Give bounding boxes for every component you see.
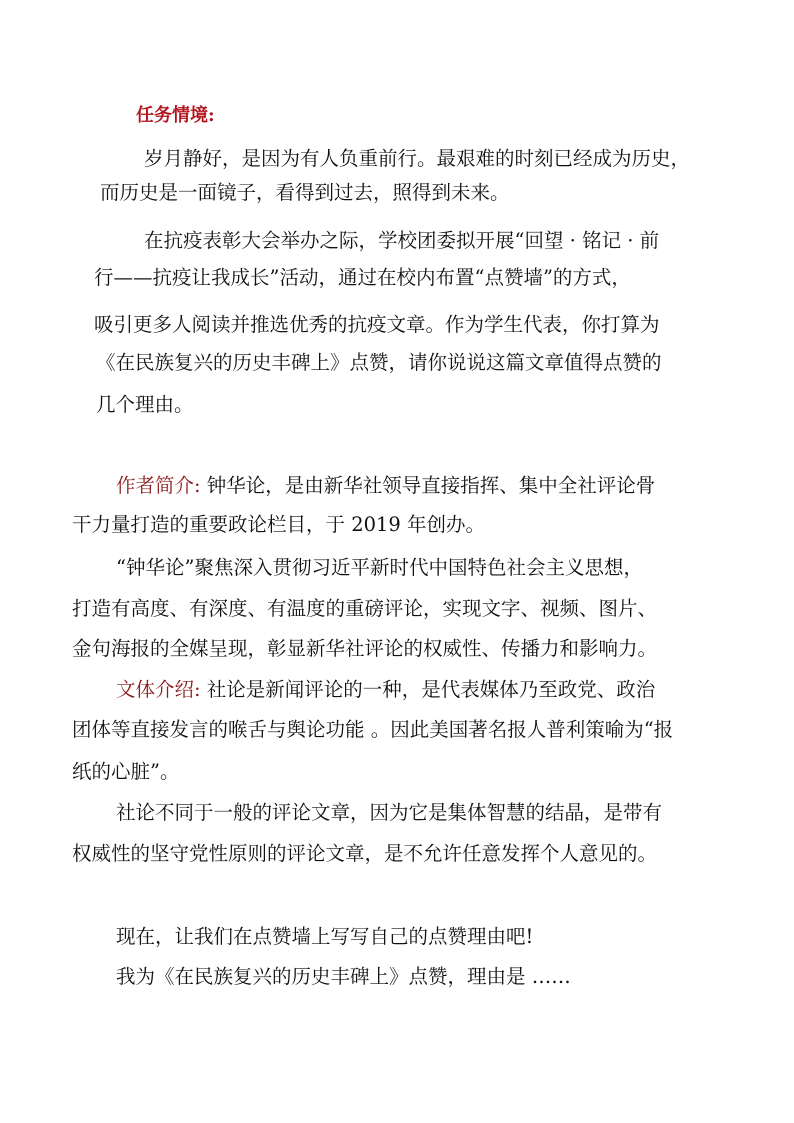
task-paragraph-2-line-5: 几个理由。 [96,393,194,416]
task-paragraph-1-line-2: 而历史是一面镜子，看得到过去，照得到未来。 [100,181,510,204]
task-paragraph-2-line-4: 《在民族复兴的历史丰碑上》点赞，请你说说这篇文章值得点赞的 [96,351,662,374]
genre-paragraph-1-line-3: 纸的心脏”。 [72,760,180,783]
author-line-1-text: 钟华论，是由新华社领导直接指挥、集中全社评论骨 [200,474,656,497]
genre-paragraph-2-line-1: 社论不同于一般的评论文章，因为它是集体智慧的结晶，是带有 [116,801,663,824]
author-paragraph-2-line-2: 打造有高度、有深度、有温度的重磅评论，实现文字、视频、图片、 [72,597,658,620]
task-paragraph-2-line-2: 行——抗疫让我成长”活动，通过在校内布置“点赞墙”的方式， [94,266,631,289]
genre-line-1-text: 社论是新闻评论的一种，是代表媒体乃至政党、政治 [200,678,656,701]
task-paragraph-2-line-3: 吸引更多人阅读并推选优秀的抗疫文章。作为学生代表，你打算为 [94,313,660,336]
genre-paragraph-2-line-2: 权威性的坚守党性原则的评论文章，是不允许任意发挥个人意见的。 [72,842,658,865]
author-paragraph-2-line-1: “钟华论”聚焦深入贯彻习近平新时代中国特色社会主义思想， [116,556,643,579]
author-paragraph-2-line-3: 金句海报的全媒呈现，彰显新华社评论的权威性、传播力和影响力。 [72,637,658,660]
genre-paragraph-1-line-2: 团体等直接发言的喉舌与舆论功能 。因此美国著名报人普利策喻为“报 [72,718,674,741]
genre-label: 文体介绍: [116,678,201,701]
genre-paragraph-1-line-1 [116,678,655,702]
task-paragraph-1-line-1: 岁月静好，是因为有人负重前行。最艰难的时刻已经成为历史， [144,147,691,170]
author-paragraph-1-line-1 [116,474,655,498]
closing-line-2: 我为《在民族复兴的历史丰碑上》点赞，理由是 …… [116,965,571,988]
closing-line-1: 现在，让我们在点赞墙上写写自己的点赞理由吧! [116,925,534,948]
task-heading: 任务情境: [136,105,215,126]
author-paragraph-1-line-2: 干力量打造的重要政论栏目，于 2019 年创办。 [72,513,486,536]
author-label: 作者简介: [116,474,201,497]
task-paragraph-2-line-1: 在抗疫表彰大会举办之际，学校团委拟开展“回望 · 铭记 · 前 [144,229,660,252]
